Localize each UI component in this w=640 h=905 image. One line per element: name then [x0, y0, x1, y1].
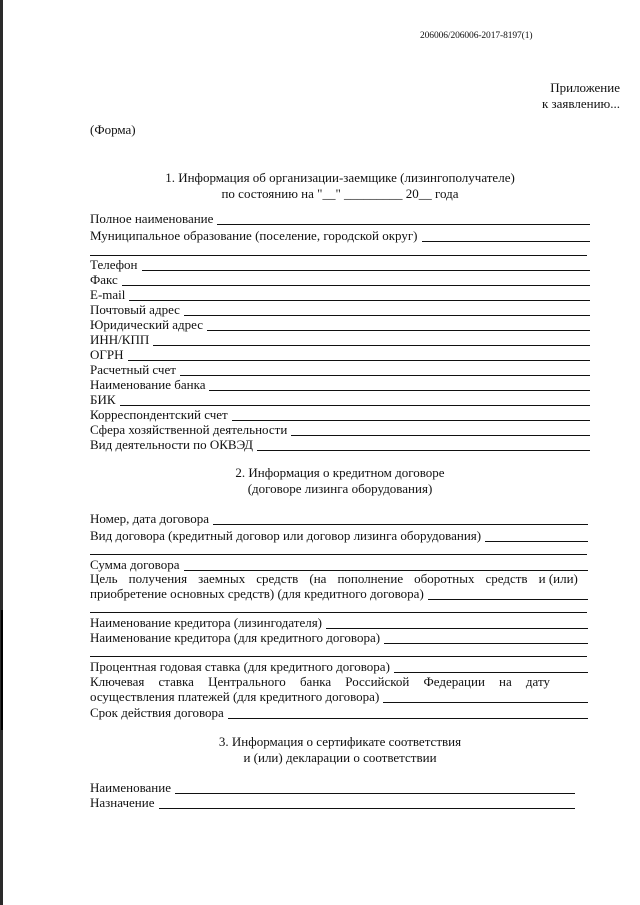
fill-line-extra[interactable] [90, 656, 587, 657]
purpose-word: пополнение [337, 571, 404, 586]
field-label: Юридический адрес [90, 317, 204, 332]
fill-line[interactable] [232, 408, 590, 421]
field-okved[interactable] [90, 437, 590, 452]
section1-title-line2: по состоянию на "__" _________ 20__ года [221, 186, 459, 201]
field-cert-name[interactable] [90, 780, 575, 795]
key-rate-word: ставка [158, 674, 194, 689]
field-label: Процентная годовая ставка (для кредитного договора) [90, 659, 390, 674]
field-inn-kpp[interactable] [90, 332, 590, 347]
field-activity-sphere[interactable] [90, 422, 590, 437]
section3-title-line2: и (или) декларации о соответствии [243, 750, 437, 765]
fill-line-extra[interactable] [90, 612, 587, 613]
field-bank-name[interactable] [90, 377, 590, 392]
key-rate-line-1 [90, 674, 550, 689]
field-contract-type[interactable] [90, 528, 588, 543]
purpose-line-1 [90, 571, 578, 586]
field-account[interactable] [90, 362, 590, 377]
key-rate-word: Центрального [208, 674, 286, 689]
section2-title-line2: (договоре лизинга оборудования) [247, 481, 433, 496]
fill-line-extra[interactable] [90, 255, 587, 256]
fill-line[interactable] [184, 303, 590, 316]
field-creditor-credit[interactable] [90, 630, 588, 645]
scan-edge [0, 0, 3, 905]
field-label: Расчетный счет [90, 362, 176, 377]
fill-line[interactable] [129, 288, 590, 301]
field-fax[interactable] [90, 272, 590, 287]
field-phone[interactable] [90, 257, 590, 272]
fill-line[interactable] [213, 512, 588, 525]
field-label: Вид договора (кредитный договор или договор лизинга оборудования) [90, 528, 482, 543]
purpose-word: Цель [90, 571, 118, 586]
fill-line[interactable] [485, 529, 588, 542]
field-label: осуществления платежей (для кредитного договора) [90, 689, 380, 704]
fill-line[interactable] [228, 706, 588, 719]
field-bik[interactable] [90, 392, 590, 407]
field-label: Сумма договора [90, 557, 180, 572]
field-ogrn[interactable] [90, 347, 590, 362]
section2-title-line1: 2. Информация о кредитном договоре [235, 465, 445, 480]
key-rate-word: дату [525, 674, 550, 689]
appendix-line-1: Приложение [550, 80, 620, 95]
fill-line-extra[interactable] [90, 554, 587, 555]
field-label: Срок действия договора [90, 705, 224, 720]
purpose-word: получения [128, 571, 188, 586]
field-label: Назначение [90, 795, 155, 810]
purpose-word: средств [485, 571, 528, 586]
field-label: БИК [90, 392, 116, 407]
key-rate-word: банка [299, 674, 332, 689]
field-interest-rate[interactable] [90, 659, 588, 674]
fill-line[interactable] [142, 258, 590, 271]
key-rate-word: Российской [345, 674, 410, 689]
key-rate-word: Федерации [423, 674, 485, 689]
fill-line[interactable] [207, 318, 590, 331]
field-label: приобретение основных средств) (для кредитного договора) [90, 586, 424, 601]
field-label: Наименование банка [90, 377, 206, 392]
fill-line[interactable] [159, 796, 576, 809]
field-label: Почтовый адрес [90, 302, 180, 317]
field-corr-account[interactable] [90, 407, 590, 422]
field-label: Полное наименование [90, 211, 214, 226]
fill-line[interactable] [120, 393, 590, 406]
section3-title [90, 734, 590, 766]
field-label: ИНН/КПП [90, 332, 150, 347]
purpose-word: средств [256, 571, 299, 586]
field-legal-address[interactable] [90, 317, 590, 332]
fill-line[interactable] [122, 273, 590, 286]
field-label: Наименование [90, 780, 171, 795]
field-contract-sum[interactable] [90, 557, 588, 572]
field-postal-address[interactable] [90, 302, 590, 317]
appendix-line-2: к заявлению... [541, 96, 620, 111]
fill-line[interactable] [291, 423, 590, 436]
fill-line[interactable] [257, 438, 590, 451]
field-creditor-lessor[interactable] [90, 615, 588, 630]
fill-line[interactable] [383, 690, 588, 703]
field-municipality[interactable] [90, 228, 590, 243]
fill-line[interactable] [326, 616, 588, 629]
field-label: Номер, дата договора [90, 511, 209, 526]
section1-title [90, 170, 590, 202]
fill-line[interactable] [394, 660, 588, 673]
fill-line[interactable] [128, 348, 590, 361]
form-label: (Форма) [90, 122, 136, 137]
purpose-word: оборотных [414, 571, 475, 586]
field-contract-number-date[interactable] [90, 511, 588, 526]
section1-title-line1: 1. Информация об организации-заемщике (лизингополучателе) [165, 170, 515, 185]
purpose-word: и (или) [538, 571, 578, 586]
fill-line[interactable] [180, 363, 590, 376]
fill-line[interactable] [184, 558, 588, 571]
section3-title-line1: 3. Информация о сертификате соответствия [218, 734, 462, 749]
field-cert-purpose[interactable] [90, 795, 575, 810]
field-label: Наименование кредитора (для кредитного договора) [90, 630, 381, 645]
fill-line[interactable] [428, 587, 588, 600]
field-full-name[interactable] [90, 211, 590, 226]
key-rate-word: Ключевая [90, 674, 145, 689]
field-label: Наименование кредитора (лизингодателя) [90, 615, 323, 630]
purpose-word: (на [309, 571, 327, 586]
field-label: Сфера хозяйственной деятельности [90, 422, 288, 437]
fill-line[interactable] [209, 378, 590, 391]
fill-line[interactable] [217, 212, 590, 225]
fill-line[interactable] [384, 631, 588, 644]
scan-edge-mark [1, 610, 3, 730]
field-label: Вид деятельности по ОКВЭД [90, 437, 253, 452]
fill-line[interactable] [153, 333, 590, 346]
fill-line[interactable] [175, 781, 575, 794]
field-key-rate[interactable] [90, 689, 588, 704]
field-term[interactable] [90, 705, 588, 720]
field-email[interactable] [90, 287, 590, 302]
appendix-note [470, 80, 620, 112]
field-label: Факс [90, 272, 118, 287]
field-purpose[interactable] [90, 586, 588, 601]
field-label: ОГРН [90, 347, 124, 362]
fill-line[interactable] [422, 229, 590, 242]
section2-title [90, 465, 590, 497]
field-label: Телефон [90, 257, 138, 272]
key-rate-word: на [499, 674, 512, 689]
field-label: Корреспондентский счет [90, 407, 228, 422]
field-label: E-mail [90, 287, 126, 302]
purpose-word: заемных [198, 571, 246, 586]
field-label: Муниципальное образование (поселение, городской округ) [90, 228, 418, 243]
document-id: 206006/206006-2017-8197(1) [420, 31, 533, 41]
